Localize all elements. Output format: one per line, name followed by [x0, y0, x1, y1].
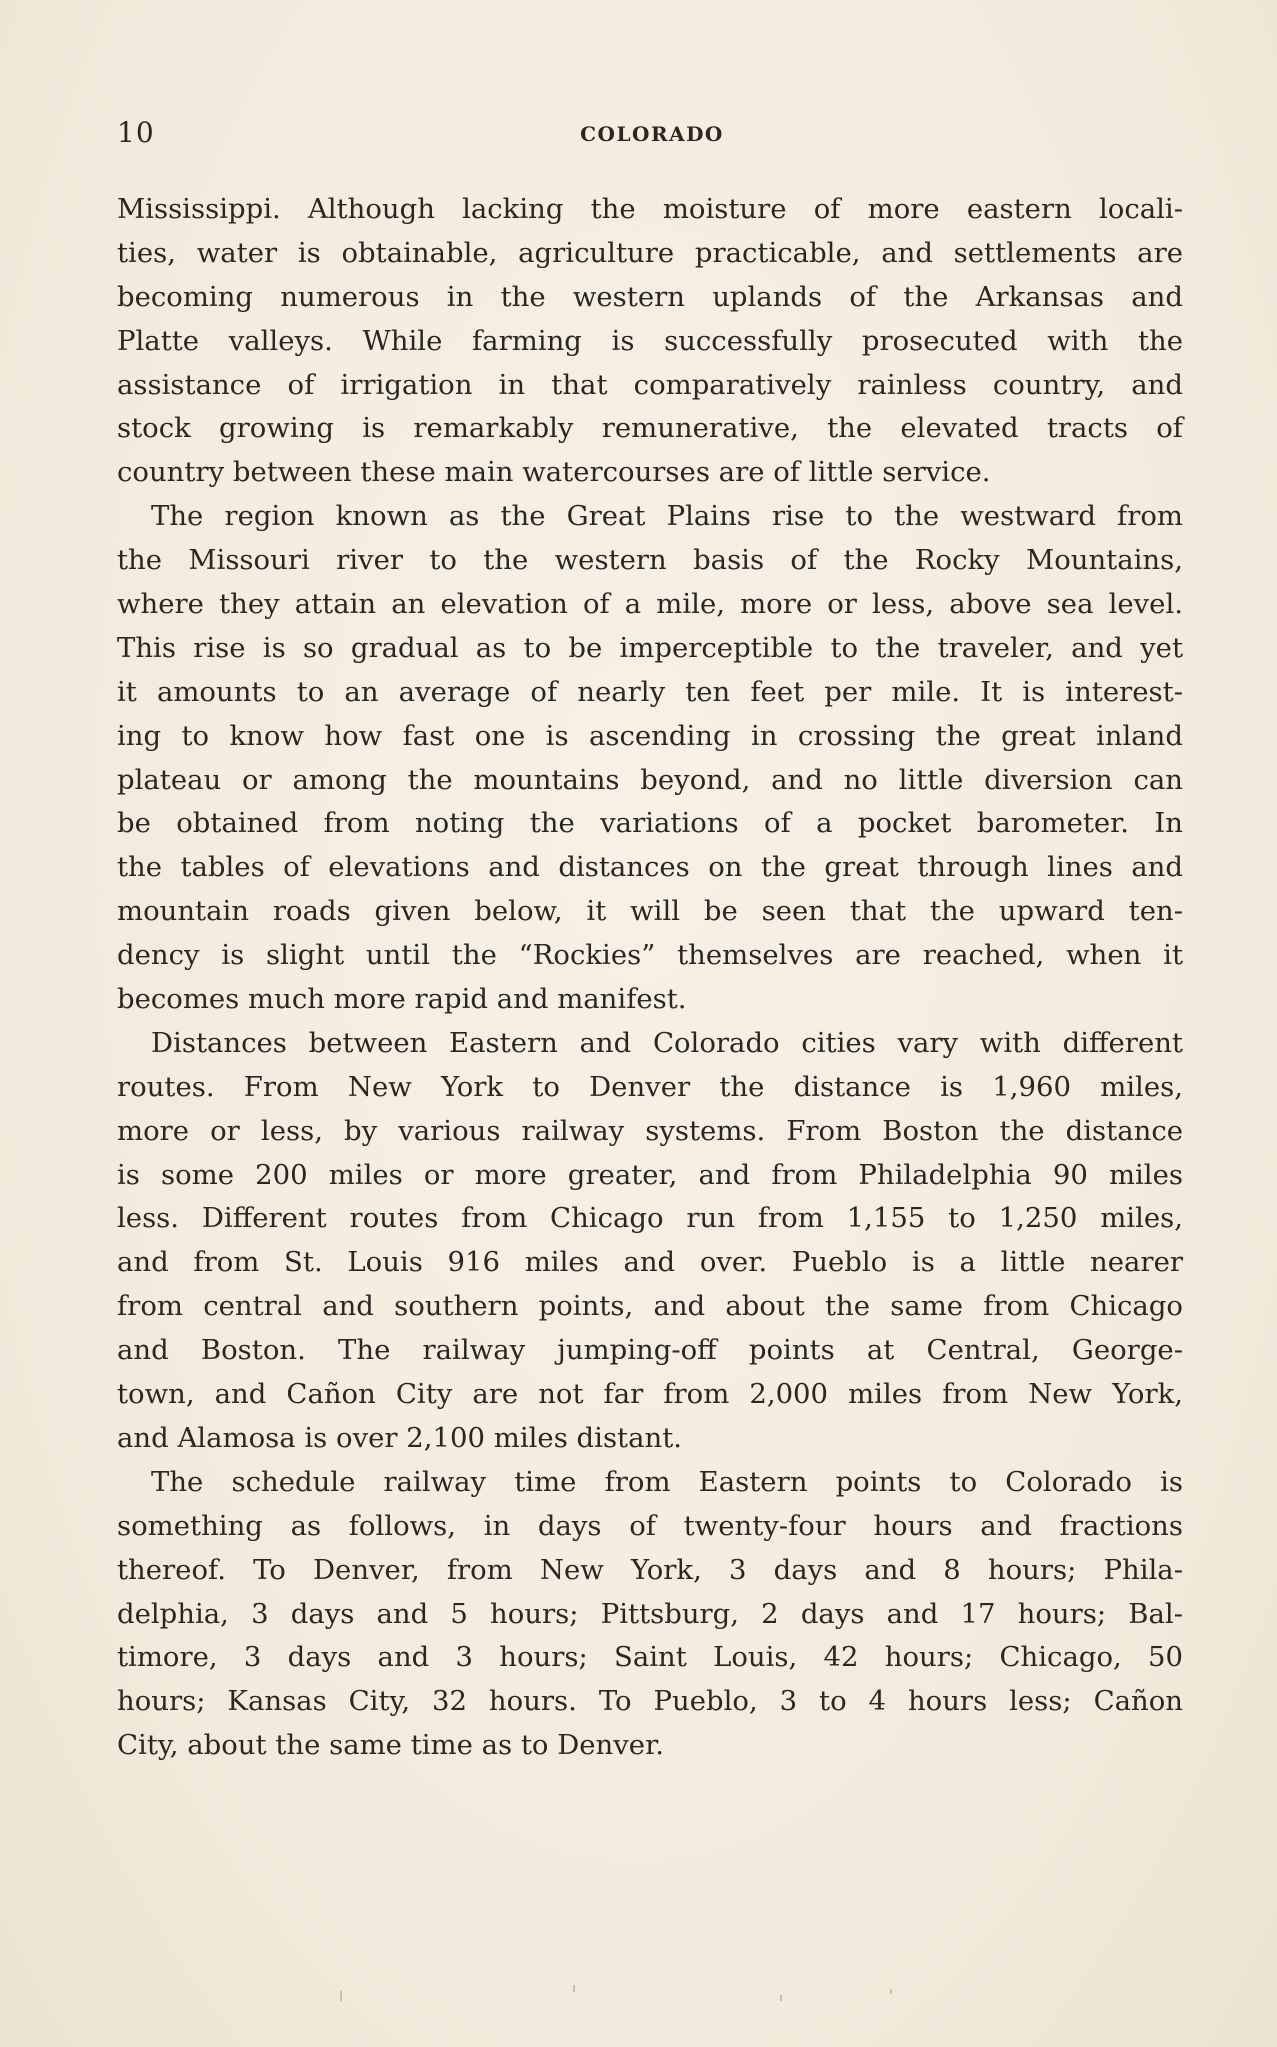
text-line: country between these main watercourses are of little service. — [117, 456, 991, 489]
text-line: be obtained from noting the variations of a pocket barometer. In — [117, 807, 1183, 840]
text-line: routes. From New York to Denver the distance is 1,960 miles, — [117, 1070, 1183, 1103]
text-line: is some 200 miles or more greater, and from Philadelphia 90 miles — [117, 1158, 1183, 1191]
text-line: timore, 3 days and 3 hours; Saint Louis, 42 hours; Chicago, 50 — [117, 1641, 1183, 1674]
text-line: Distances between Eastern and Colorado cities vary with different — [151, 1026, 1183, 1059]
text-line: mountain roads given below, it will be seen that the upward ten- — [117, 895, 1183, 928]
paper-speck — [573, 1985, 575, 1992]
text-line: Mississippi. Although lacking the moisture of more eastern locali- — [117, 193, 1183, 225]
text-line: the Missouri river to the western basis of the Rocky Mountains, — [117, 544, 1183, 577]
paper-specks — [330, 1985, 1030, 2015]
text-line: assistance of irrigation in that comparatively rainless country, and — [117, 368, 1183, 401]
text-line: ties, water is obtainable, agriculture practicable, and settlements are — [117, 236, 1183, 269]
text-line: from central and southern points, and about the same from Chicago — [117, 1290, 1183, 1323]
text-line: plateau or among the mountains beyond, and no little diversion can — [117, 763, 1183, 796]
text-line: This rise is so gradual as to be imperceptible to the traveler, and yet — [117, 631, 1183, 664]
text-line: City, about the same time as to Denver. — [117, 1729, 664, 1762]
text-line: becomes much more rapid and manifest. — [117, 983, 687, 1016]
text-line: dency is slight until the “Rockies” themselves are reached, when it — [117, 939, 1183, 972]
page-number: 10 — [117, 116, 155, 149]
text-line: The schedule railway time from Eastern points to Colorado is — [151, 1465, 1183, 1498]
paper-speck — [340, 1991, 342, 2001]
paragraph-2 — [117, 495, 1183, 1022]
paper-speck — [890, 1989, 892, 1994]
text-line: and from St. Louis 916 miles and over. Pueblo is a little nearer — [117, 1246, 1183, 1279]
paragraph-4 — [117, 1461, 1183, 1768]
text-line: and Boston. The railway jumping-off points at Central, George- — [117, 1334, 1183, 1367]
paper-speck — [780, 1995, 782, 2001]
text-line: where they attain an elevation of a mile, more or less, above sea level. — [117, 588, 1183, 621]
text-line: becoming numerous in the western uplands of the Arkansas and — [117, 280, 1183, 313]
text-line: thereof. To Denver, from New York, 3 days and 8 hours; Phila- — [117, 1553, 1183, 1586]
text-line: it amounts to an average of nearly ten feet per mile. It is interest- — [117, 675, 1183, 708]
text-line: delphia, 3 days and 5 hours; Pittsburg, 2 days and 17 hours; Bal- — [117, 1597, 1183, 1630]
running-head: COLORADO — [580, 122, 724, 146]
paragraph-3 — [117, 1022, 1183, 1461]
text-line: less. Different routes from Chicago run from 1,155 to 1,250 miles, — [117, 1202, 1183, 1235]
text-line: town, and Cañon City are not far from 2,000 miles from New York, — [117, 1378, 1183, 1411]
text-line: stock growing is remarkably remunerative, the elevated tracts of — [117, 412, 1183, 445]
paragraph-1 — [117, 188, 1183, 495]
body-text — [117, 188, 1183, 1768]
text-line: more or less, by various railway systems. From Boston the distance — [117, 1114, 1183, 1147]
text-line: The region known as the Great Plains rise to the westward from — [151, 500, 1183, 533]
page-header — [117, 116, 1187, 156]
text-line: the tables of elevations and distances on the great through lines and — [117, 851, 1183, 884]
text-line: ing to know how fast one is ascending in crossing the great inland — [117, 719, 1183, 752]
text-line: and Alamosa is over 2,100 miles distant. — [117, 1421, 683, 1454]
text-line: Platte valleys. While farming is successfully prosecuted with the — [117, 324, 1183, 357]
text-line: something as follows, in days of twenty-four hours and fractions — [117, 1509, 1183, 1542]
text-line: hours; Kansas City, 32 hours. To Pueblo, 3 to 4 hours less; Cañon — [117, 1685, 1183, 1718]
